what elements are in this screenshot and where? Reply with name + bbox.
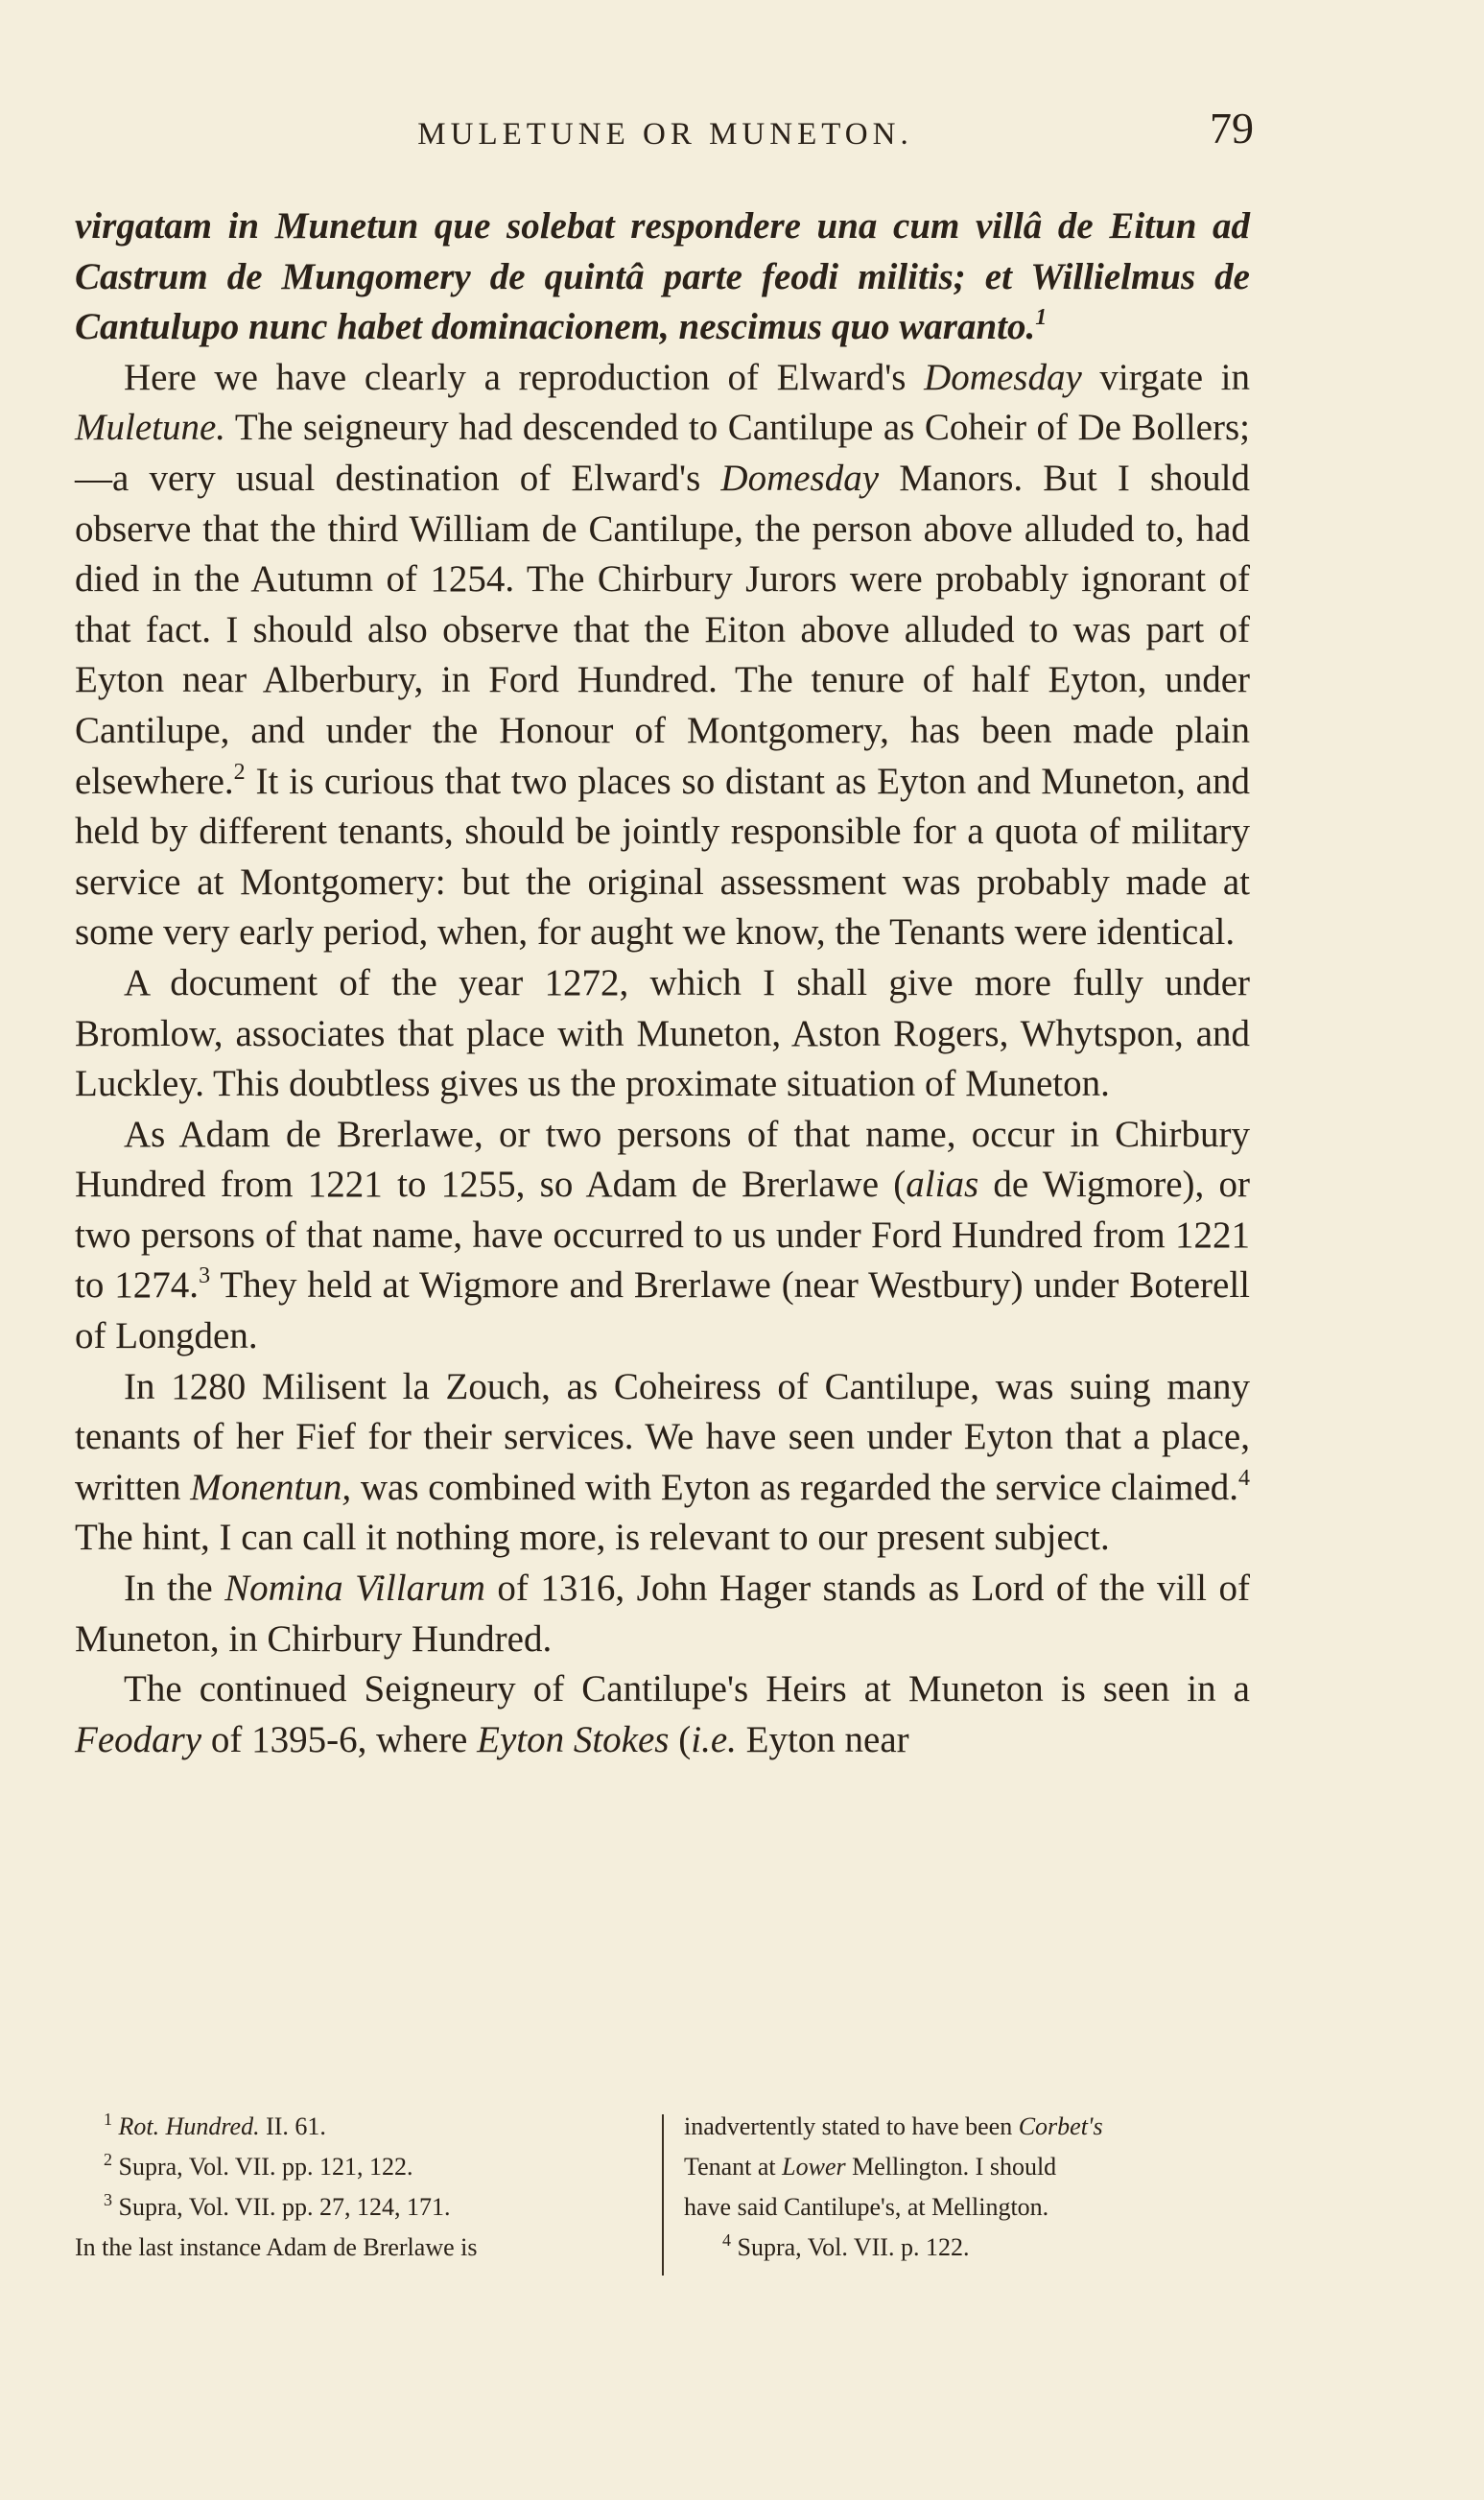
footnote-3 xyxy=(75,2187,641,2228)
paragraph-5 xyxy=(75,1564,1250,1664)
latin-text: virgatam in Munetun que solebat respondere una cum villâ de Eitun ad Castrum de Mungomery de quintâ parte feodi militis; et Willielmus de Cantulupo nunc habet dominacionem, nescimus quo waranto. xyxy=(75,205,1250,348)
italic-run: Corbet's xyxy=(1018,2112,1103,2140)
footnotes xyxy=(75,2107,1250,2279)
text-run: Supra, Vol. VII. pp. 121, 122. xyxy=(118,2153,413,2181)
text-run: ( xyxy=(669,1718,692,1760)
footnote-3-continued-line: have said Cantilupe's, at Mellington. xyxy=(684,2193,1049,2221)
text-run: Supra, Vol. VII. p. 122. xyxy=(737,2233,970,2261)
running-head: MULETUNE OR MUNETON. xyxy=(417,117,913,152)
text-run: virgate in xyxy=(1081,356,1250,398)
italic-run: Domesday xyxy=(924,356,1082,398)
footnote-number: 1 xyxy=(104,2110,112,2129)
footnote-3-continued-line xyxy=(684,2147,1250,2187)
footnote-ref-3: 3 xyxy=(199,1263,211,1289)
text-run: Manors. But I should observe that the third William de Cantilupe, the person above alluded to, had died in the Autumn of 1254. The Chirbury Jurors were probably ignorant of that fact. I should also observe that the Eiton above alluded to was part of Eyton near Alberbury, in Ford Hundred. The tenure of half Eyton, under Cantilupe, and under the Honour of Montgomery, has been made plain elsewhere. xyxy=(75,457,1250,802)
text-run: In the xyxy=(124,1568,225,1610)
text-run: In 1280 Milisent la Zouch, as Coheiress of Cantilupe, was suing many tenants of her Fief for their services. We have seen under Eyton that a place, written xyxy=(75,1365,1250,1508)
italic-run: Monentun, xyxy=(190,1466,352,1508)
footnote-ref-4: 4 xyxy=(1238,1465,1251,1491)
text-run: The seigneury had descended to Cantilupe as Coheir of De Bollers;—a very usual destination of Elward's xyxy=(75,407,1250,499)
footnotes-right-column xyxy=(684,2107,1250,2268)
text-run: of 1395-6, where xyxy=(201,1718,478,1760)
text-run: The hint, I can call it nothing more, is relevant to our present subject. xyxy=(75,1517,1110,1559)
text-run: They held at Wigmore and Brerlawe (near Westbury) under Boterell of Longden. xyxy=(75,1264,1250,1357)
text-run: inadvertently stated to have been xyxy=(684,2112,1019,2140)
footnote-number: 4 xyxy=(722,2230,731,2250)
text-run: Eyton near xyxy=(736,1718,909,1760)
footnote-4 xyxy=(684,2228,1250,2268)
italic-run: alias xyxy=(906,1164,979,1206)
paragraph-6 xyxy=(75,1664,1250,1765)
paragraph-2: A document of the year 1272, which I shall give more fully under Bromlow, associates that place with Muneton, Aston Rogers, Whytspon, and Luckley. This doubtless gives us the proximate situation of Muneton. xyxy=(75,961,1250,1105)
text-run: As Adam de Brerlawe, or two persons of that name, occur in Chirbury Hundred from 1221 to 1255, so Adam de Brerlawe ( xyxy=(75,1113,1250,1206)
footnote-3-continued-line xyxy=(684,2107,1250,2147)
italic-run: Feodary xyxy=(75,1718,202,1760)
text-run: Here we have clearly a reproduction of Elward's xyxy=(124,356,925,398)
latin-quotation xyxy=(75,201,1250,353)
main-text xyxy=(75,201,1250,1765)
italic-run: Rot. Hundred. xyxy=(118,2112,260,2140)
page-number: 79 xyxy=(1210,104,1254,153)
italic-run: Muletune. xyxy=(75,407,226,449)
text-run: It is curious that two places so distant as Eyton and Muneton, and held by different tenants, should be jointly responsible for a quota of military service at Montgomery: but the original assessment was probably made at some very early period, when, for aught we know, the Tenants were identical. xyxy=(75,760,1250,954)
italic-run: Domesday xyxy=(720,457,880,499)
italic-run: i.e. xyxy=(691,1718,737,1760)
footnote-divider xyxy=(662,2114,664,2276)
paragraph-4 xyxy=(75,1362,1250,1564)
text-run: de Wigmore), or two persons of that name, have occurred to us under Ford Hundred from 1221 to 1274. xyxy=(75,1164,1250,1307)
text-run: II. 61. xyxy=(259,2112,326,2140)
text-run: Supra, Vol. VII. pp. 27, 124, 171. xyxy=(118,2193,451,2221)
footnote-1 xyxy=(75,2107,641,2147)
footnote-ref-2: 2 xyxy=(233,759,246,785)
paragraph-1 xyxy=(75,353,1250,958)
text-run: The continued Seigneury of Cantilupe's Heirs at Muneton is seen in a xyxy=(124,1668,1250,1710)
text-run: of 1316, John Hager stands as Lord of the vill of Muneton, in Chirbury Hundred. xyxy=(75,1568,1250,1660)
footnote-ref-1: 1 xyxy=(1035,305,1048,331)
footnotes-left-column xyxy=(75,2107,641,2268)
footnote-number: 2 xyxy=(104,2150,112,2169)
paragraph-3 xyxy=(75,1110,1250,1362)
footnote-number: 3 xyxy=(104,2190,112,2209)
italic-run: Lower xyxy=(782,2153,846,2181)
text-run: was combined with Eyton as regarded the service claimed. xyxy=(351,1466,1239,1508)
text-run: Mellington. I should xyxy=(845,2153,1057,2181)
footnote-2 xyxy=(75,2147,641,2187)
footnote-3-continued: In the last instance Adam de Brerlawe is xyxy=(75,2233,478,2261)
italic-run: Nomina Villarum xyxy=(224,1568,485,1610)
text-run: Tenant at xyxy=(684,2153,783,2181)
italic-run: Eyton Stokes xyxy=(477,1718,670,1760)
